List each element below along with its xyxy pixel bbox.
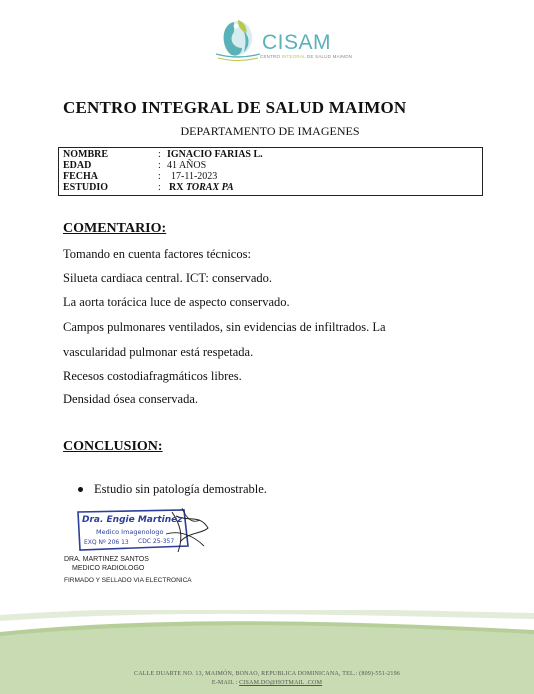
- stamp-cdc: CDC 25-357: [138, 538, 175, 545]
- footer-email: E-MAIL : CISAM.DO@HOTMAIL .COM: [211, 680, 323, 686]
- conclusion-heading: CONCLUSION:: [63, 439, 163, 454]
- comment-line: Silueta cardiaca central. ICT: conservado.: [63, 271, 273, 285]
- patient-info-box: NOMBRE : IGNACIO FARIAS L. EDAD : 41 AÑOS FECHA : 17-11-2023 ESTUDIO : RX TORAX PA: [58, 147, 483, 196]
- doctor-stamp: [76, 506, 216, 558]
- comment-heading: COMENTARIO:: [63, 221, 167, 236]
- age-value: 41 AÑOS: [167, 160, 207, 171]
- cisam-logo: [208, 14, 353, 64]
- comment-line: Recesos costodiafragmáticos libres.: [63, 369, 242, 383]
- comment-line: Tomando en cuenta factores técnicos:: [63, 247, 251, 261]
- name-label: NOMBRE: [63, 149, 108, 160]
- stamp-role: Medico Imagenologo: [96, 528, 164, 536]
- study-value: RX TORAX PA: [169, 182, 234, 193]
- doctor-role: MEDICO RADIOLOGO: [72, 565, 145, 572]
- study-label: ESTUDIO: [63, 182, 109, 193]
- document-title: CENTRO INTEGRAL DE SALUD MAIMON: [63, 98, 407, 117]
- stamp-exq: EXQ Nº 206 13: [84, 539, 129, 546]
- comment-line: Campos pulmonares ventilados, sin evidencias de infiltrados. La: [63, 320, 386, 334]
- date-label: FECHA: [63, 171, 98, 182]
- footer-address: CALLE DUARTE NO. 13, MAIMÓN, BONAO, REPUBLICA DOMINICANA, TEL.: (809)-551-2196: [134, 671, 400, 677]
- logo-wordmark: CISAM: [262, 31, 332, 54]
- date-value: 17-11-2023: [171, 171, 218, 182]
- department-title: DEPARTAMENTO DE IMAGENES: [180, 124, 360, 138]
- logo-subtitle: CENTRO INTEGRAL DE SALUD MAIMON: [260, 54, 353, 59]
- name-value: IGNACIO FARIAS L.: [167, 149, 263, 160]
- age-label: EDAD: [63, 160, 92, 171]
- report-page: CISAM CENTRO INTEGRAL DE SALUD MAIMON CENTRO INTEGRAL DE SALUD MAIMON DEPARTAMENTO DE IMAGENES NOMBRE : IGNACIO FARIAS L. EDAD : 41 AÑOS FECHA : 17-11-2023 ESTUDIO : RX TORAX PA COMENTARIO: Tomando en cuenta factores técnicos: Silueta cardiaca central. ICT: conservado. La aorta torácica luce de aspecto conservado. Campos pulmonares ventilados, sin evidencias de infiltrados. La vascularidad pulmonar está respetada. Recesos costodiafragmáticos libres. Densidad ósea conservada. CONCLUSION: Estudio sin patología demostrable. Dra. Engie Martinez Medico Imagenologo EXQ Nº 206 13 CDC 25-357 DRA. MARTINEZ SANTOS MEDICO RADIOLOGO FIRMADO Y SELLADO VIA ELECTRONICA CALLE DUARTE NO. 13, MAIMÓN, BONAO, REPUBLICA DOMINICANA, TEL.: (809)-551-2196 E-MAIL : CISAM.DO@HOTMAIL .COM: [0, 0, 534, 694]
- email-link[interactable]: CISAM.DO@HOTMAIL .COM: [239, 680, 323, 686]
- comment-line: La aorta torácica luce de aspecto conservado.: [63, 295, 290, 309]
- doctor-name: DRA. MARTINEZ SANTOS: [64, 556, 149, 563]
- comment-line: Densidad ósea conservada.: [63, 392, 199, 406]
- signature-note: FIRMADO Y SELLADO VIA ELECTRONICA: [64, 577, 192, 584]
- comment-line: vascularidad pulmonar está respetada.: [63, 345, 254, 359]
- bullet-icon: [78, 487, 83, 492]
- stamp-name: Dra. Engie Martinez: [82, 515, 183, 525]
